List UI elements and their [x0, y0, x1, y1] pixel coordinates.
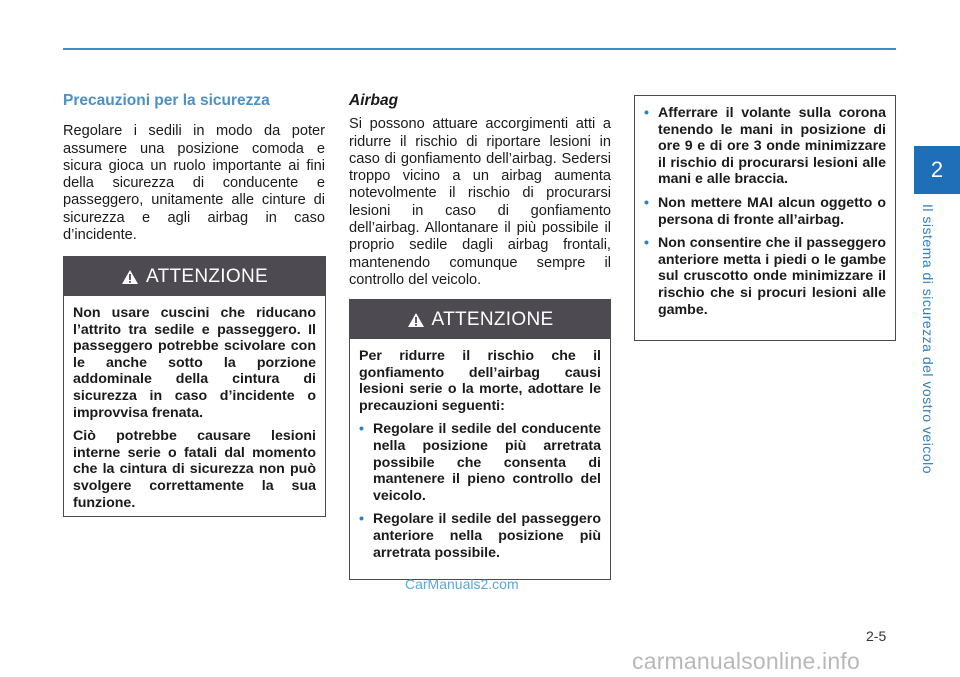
chapter-number-tab: 2 — [914, 146, 960, 194]
warning-header — [350, 300, 610, 339]
column-left — [63, 92, 325, 244]
warning-body — [64, 296, 325, 526]
warning-body — [350, 339, 610, 576]
warning-box-continued — [634, 95, 896, 341]
page-number: 2-5 — [866, 628, 887, 644]
list-item — [359, 421, 601, 504]
section-title: Precauzioni per la sicurezza — [63, 92, 270, 109]
warning-header-label: ATTENZIONE — [146, 265, 268, 287]
warning-bullet-list — [359, 421, 601, 561]
section-paragraph: Regolare i sedili in modo da poter assumere una posizione comoda e sicura gioca un ruolo importante ai fini della sicurezza di conducente e passeggero, unitamente alle cinture di sicurezza e agli airbag in caso d’incidente. — [63, 123, 325, 244]
warning-intro: Per ridurre il rischio che il gonfiamento dell’airbag causi lesioni serie o la morte, adottare le precauzioni seguenti: — [359, 348, 601, 414]
bullet-icon: • — [644, 235, 649, 252]
bullet-icon: • — [644, 105, 649, 121]
list-item — [644, 235, 886, 318]
list-item-text: Afferrare il volante sulla corona tenendo le mani in posizione di ore 9 e di ore 3 onde minimizzare il rischio di procurarsi lesioni alle mani e alle braccia. — [658, 105, 886, 188]
warning-triangle-icon — [407, 312, 425, 328]
warning-bullet-list — [644, 105, 886, 318]
airbag-title: Airbag — [349, 92, 399, 109]
list-item-text: Non consentire che il passeggero anteriore metta i piedi o le gambe sul cruscotto onde minimizzare il rischio che si procuri lesioni alle gambe. — [658, 235, 886, 318]
top-rule — [63, 48, 896, 50]
warning-triangle-icon — [121, 269, 139, 285]
bullet-icon: • — [644, 194, 649, 211]
bullet-icon: • — [359, 511, 364, 528]
footer-watermark: carmanualsonline.info — [632, 648, 860, 674]
bullet-icon: • — [359, 421, 364, 438]
list-item-text: Regolare il sedile del passeggero anteriore nella posizione più arretrata possibile. — [373, 511, 601, 561]
list-item-text: Regolare il sedile del conducente nella posizione più arretrata possibile che consenta di mantenere il pieno controllo del veicolo. — [373, 421, 601, 504]
watermark-link[interactable]: CarManuals2.com — [405, 576, 519, 592]
warning-paragraph: Ciò potrebbe causare lesioni interne serie o fatali dal momento che la cintura di sicurezza non può svolgere correttamente la sua funzione. — [73, 428, 316, 511]
list-item-text: Non mettere MAI alcun oggetto o persona di fronte all’airbag. — [658, 194, 886, 228]
list-item — [644, 105, 886, 188]
chapter-side-title: Il sistema di sicurezza del vostro veicolo — [920, 204, 936, 474]
list-item — [359, 511, 601, 561]
warning-header-label: ATTENZIONE — [431, 308, 554, 330]
warning-body — [635, 96, 895, 333]
warning-box-cushions — [63, 256, 326, 517]
list-item — [644, 195, 886, 228]
warning-header — [64, 257, 325, 296]
warning-box-airbag — [349, 299, 611, 580]
airbag-paragraph: Si possono attuare accorgimenti atti a ridurre il rischio di riportare lesioni in caso di gonfiamento dell’airbag. Sedersi troppo vicino a un airbag aumenta notevolmente il rischio di procurarsi lesioni in caso di gonfiamento dell’airbag. Allontanare il più possibile il proprio sedile dagli airbag frontali, mantenendo comunque sempre il controllo del veicolo. — [349, 116, 611, 288]
warning-paragraph: Non usare cuscini che riducano l’attrito tra sedile e passeggero. Il passeggero potrebbe scivolare con le anche sotto la porzione addominale della cintura di sicurezza in caso d’incidente o improvvisa frenata. — [73, 305, 316, 421]
column-middle — [349, 92, 611, 289]
